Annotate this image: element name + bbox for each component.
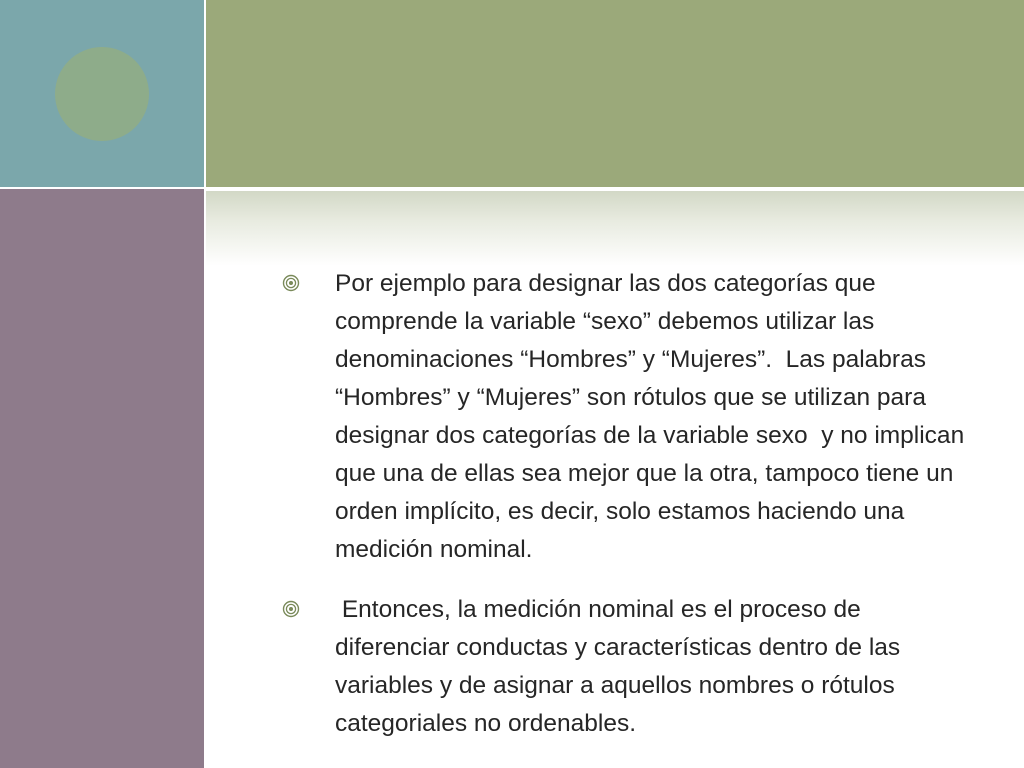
mauve-side-band: [0, 189, 204, 768]
decorative-circle: [55, 47, 149, 141]
gradient-divider: [206, 191, 1024, 266]
bullet-item: [282, 265, 972, 569]
target-circle-icon: [282, 274, 300, 292]
olive-header-band: [206, 0, 1024, 187]
bullet-text: Entonces, la medición nominal es el proceso de diferenciar conductas y características dentro de las variables y de asignar a aquellos nombres o rótulos categoriales no ordenables.: [335, 596, 909, 737]
bullet-item: [282, 591, 972, 743]
target-circle-icon: [282, 600, 300, 618]
bullet-list: [282, 265, 972, 743]
bullet-text: Por ejemplo para designar las dos categorías que comprende la variable “sexo” debemos utilizar las denominaciones “Hombres” y “Mujeres”. Las palabras “Hombres” y “Mujeres” son rótulos que se utilizan para designar dos categorías de la variable sexo y no implican que una de ellas sea mejor que la otra, tampoco tiene un orden implícito, es decir, solo estamos haciendo una medición nominal.: [335, 270, 972, 563]
